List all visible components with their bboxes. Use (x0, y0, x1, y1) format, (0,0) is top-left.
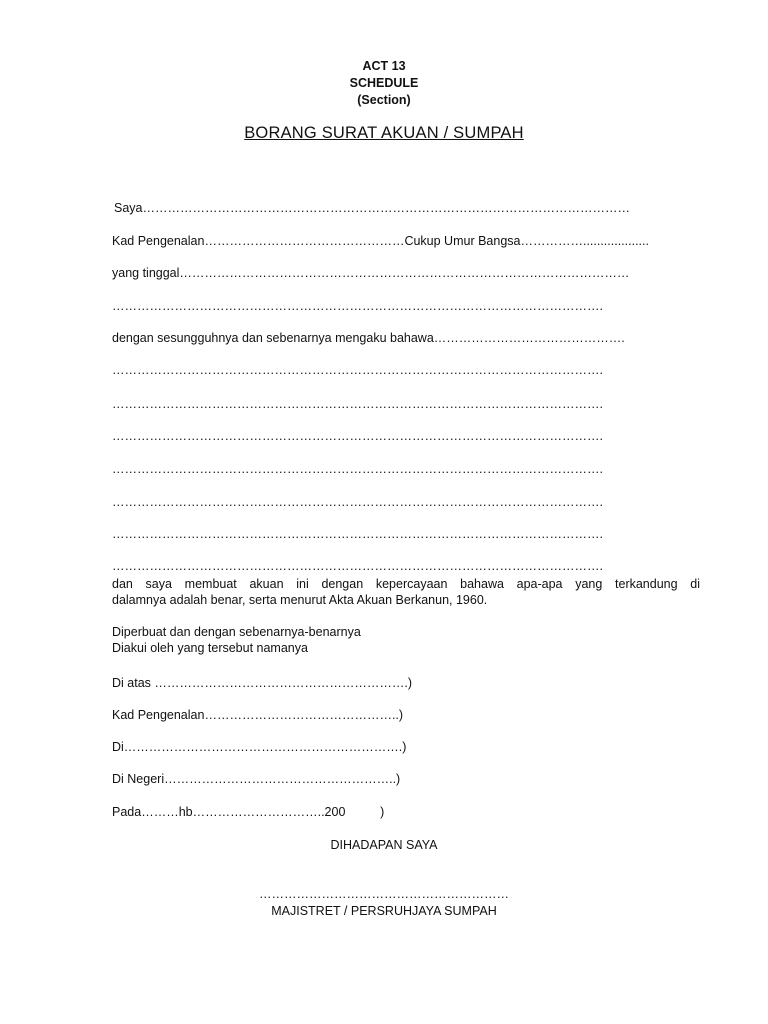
yang-tinggal-line: yang tinggal……………………………………………………………………………………………… (112, 266, 630, 280)
form-title: BORANG SURAT AKUAN / SUMPAH (244, 124, 524, 142)
majistret-label: MAJISTRET / PERSRUHJAYA SUMPAH (271, 904, 497, 918)
blank-line: ………………………………………………………………………………………………………. (112, 495, 603, 509)
schedule-heading: SCHEDULE (349, 76, 419, 90)
di-negeri-line: Di Negeri………………………………………………..) (112, 772, 401, 786)
di-atas-line: Di atas …………………………………………………….) (112, 676, 413, 690)
declaration-line-2: dalamnya adalah benar, serta menurut Akta Akuan Berkanun, 1960. (112, 593, 488, 607)
blank-line: ………………………………………………………………………………………………………. (112, 363, 603, 377)
declaration-line-1: dan saya membuat akuan ini dengan kepercayaan bahawa apa-apa yang terkandung di (112, 577, 700, 591)
kad-pengenalan-line: Kad Pengenalan…………………………………………Cukup Umur Bangsa……………................... (112, 234, 649, 248)
saya-line: Saya……………………………………………………………………………………………………… (114, 201, 630, 215)
di-line: Di………………………………………………………….) (112, 740, 407, 754)
pada-line: Pada………hb…………………………..200 ) (112, 805, 385, 819)
signed-line-1: Diperbuat dan dengan sebenarnya-benarnya (112, 625, 361, 639)
blank-line: ………………………………………………………………………………………………………. (112, 462, 603, 476)
act-number: ACT 13 (362, 59, 406, 73)
blank-line: ………………………………………………………………………………………………………. (112, 527, 603, 541)
declaration-paragraph (112, 576, 700, 608)
mengaku-line: dengan sesungguhnya dan sebenarnya mengaku bahawa………………………………………. (112, 331, 625, 345)
section-heading: (Section) (357, 93, 411, 107)
attest-kad-pengenalan-line: Kad Pengenalan………………………………………..) (112, 708, 404, 722)
blank-line: ………………………………………………………………………………………………………. (112, 397, 603, 411)
signature-line: …………………………………………………… (259, 887, 509, 901)
signed-line-2: Diakui oleh yang tersebut namanya (112, 641, 308, 655)
blank-line: ………………………………………………………………………………………………………. (112, 429, 603, 443)
blank-line: ………………………………………………………………………………………………………. (112, 559, 603, 573)
address-line: ………………………………………………………………………………………………………. (112, 299, 603, 313)
dihadapan-saya: DIHADAPAN SAYA (330, 838, 438, 852)
